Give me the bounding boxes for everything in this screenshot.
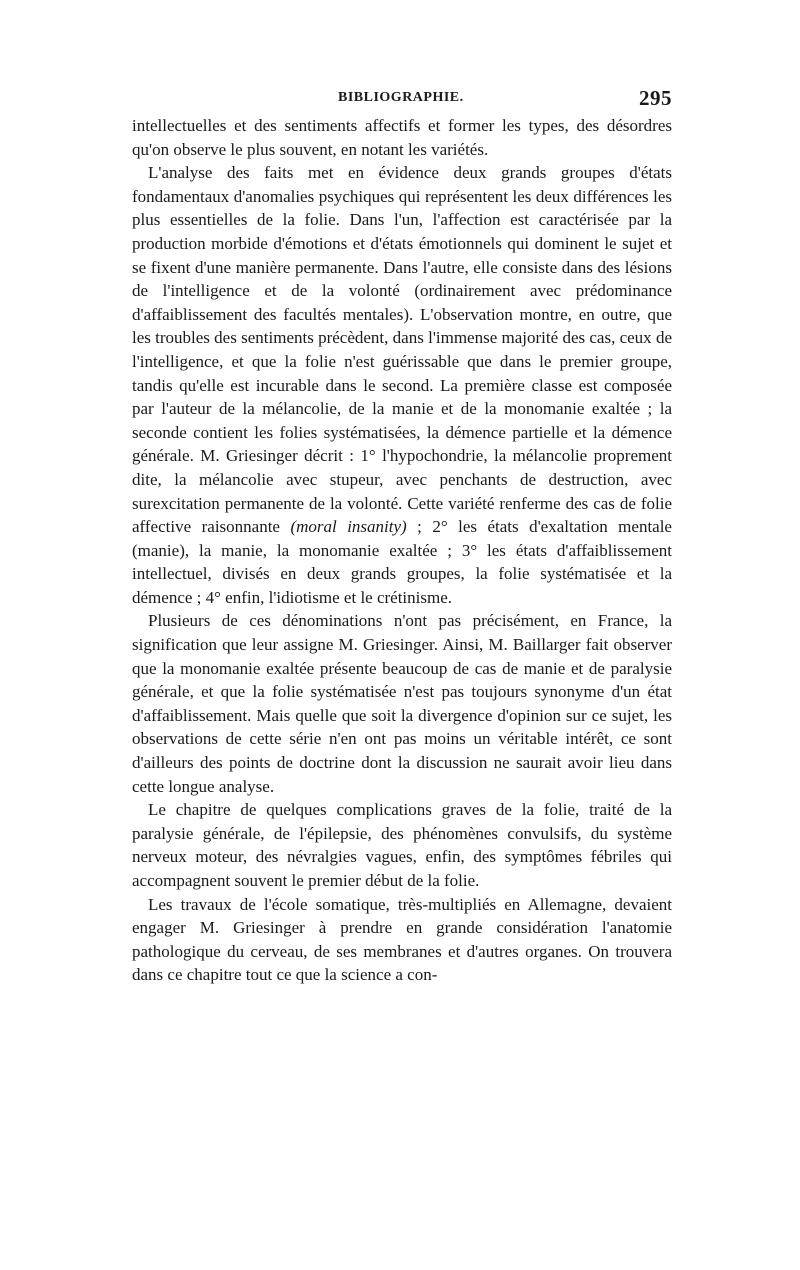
paragraph [132,609,672,798]
paragraph-text: Les travaux de l'école somatique, très-multipliés en Allemagne, devaient engager M. Griesinger à prendre en grande considération l'anatomie pathologique du cerveau, de ses membranes et d'autres organes. On trouvera dans ce chapitre tout ce que la science a con- [132,894,672,985]
paragraph [132,161,672,609]
page-number: 295 [639,86,672,110]
paragraph [132,893,672,987]
paragraph-text: Plusieurs de ces dénominations n'ont pas précisément, en France, la signification que leur assigne M. Griesinger. Ainsi, M. Baillarger fait observer que la monomanie exaltée présente beaucoup de cas de manie et de paralysie générale, et que la folie systématisée n'est pas toujours synonyme d'un état d'affaiblissement. Mais quelle que soit la divergence d'opinion sur ce sujet, les observations de cette série n'en ont pas moins un véritable intérêt, ce sont d'ailleurs des points de doctrine dont la discussion ne saurait avoir lieu dans cette longue analyse. [132,611,672,796]
italic-term: (moral insanity) [290,517,407,537]
book-page [132,88,672,987]
paragraph-text: L'analyse des faits met en évidence deux grands groupes d'états fondamentaux d'anomalies psychiques qui représentent les deux différences les plus essentielles de la folie. Dans l'un, l'affection est caractérisée par la production morbide d'émotions et d'états émotionnels qui dominent le sujet et se fixent d'une manière permanente. Dans l'autre, elle consiste dans des lésions de l'intelligence et de la volonté (ordinairement avec prédominance d'affaiblissement des facultés mentales). L'observation montre, en outre, que les troubles des sentiments précèdent, dans l'immense majorité des cas, ceux de l'intelligence, et que la folie n'est guérissable que dans le premier groupe, tandis qu'elle est incurable dans le second. La première classe est composée par l'auteur de la mélancolie, de la manie et de la monomanie exaltée ; la seconde contient les folies systématisées, la démence partielle et la démence générale. M. Griesinger décrit : 1° l'hypochondrie, la mélancolie proprement dite, la mélancolie avec stupeur, avec penchants de destruction, avec surexcitation permanente de la volonté. Cette variété renferme des cas de folie affective raisonnante [132,163,672,537]
paragraph-text: intellectuelles et des sentiments affectifs et former les types, des désordres qu'on observe le plus souvent, en notant les variétés. [132,116,672,159]
body-text [132,114,672,987]
paragraph-text-continued: ; 2° les états d'exaltation mentale (manie), la manie, la monomanie exaltée ; 3° les états d'affaiblissement intellectuel, divisés en deux grands groupes, la folie systématisée et la démence ; 4° enfin, l'idiotisme et le crétinisme. [132,517,672,607]
paragraph-text: Le chapitre de quelques complications graves de la folie, traité de la paralysie générale, de l'épilepsie, des phénomènes convulsifs, du système nerveux moteur, des névralgies vagues, enfin, des symptômes fébriles qui accompagnent souvent le premier début de la folie. [132,800,672,890]
paragraph [132,798,672,892]
running-head-title: BIBLIOGRAPHIE. [338,90,464,105]
paragraph [132,114,672,161]
running-head [132,88,672,114]
